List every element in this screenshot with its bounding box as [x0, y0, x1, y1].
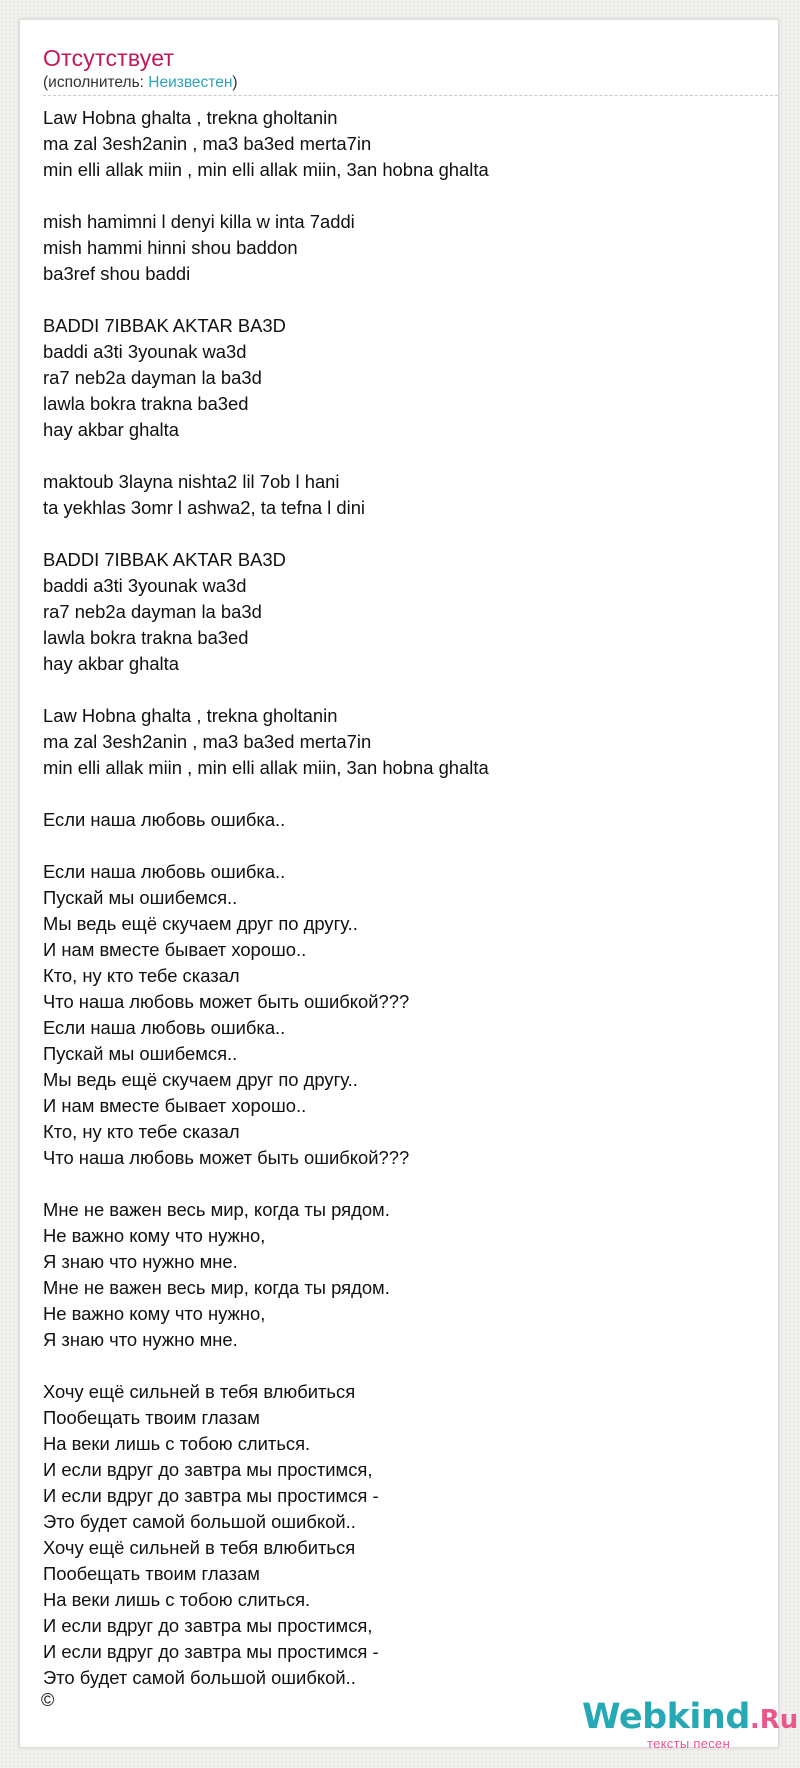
lyric-line: Мы ведь ещё скучаем друг по другу.. [43, 1069, 358, 1090]
lyric-line: Что наша любовь может быть ошибкой??? [43, 1147, 410, 1168]
lyric-line: И если вдруг до завтра мы простимся - [43, 1641, 379, 1662]
lyric-line: Если наша любовь ошибка.. [43, 861, 286, 882]
lyric-blank-line [43, 443, 489, 469]
lyric-line: На веки лишь с тобою слиться. [43, 1589, 311, 1610]
lyric-line: Law Hobna ghalta , trekna gholtanin [43, 107, 338, 128]
lyric-line: min elli allak miin , min elli allak miin, 3an hobna ghalta [43, 757, 489, 778]
lyric-line: Не важно кому что нужно, [43, 1303, 266, 1324]
lyric-blank-line [43, 1353, 489, 1379]
lyric-blank-line [43, 287, 489, 313]
lyric-line: Это будет самой большой ошибкой.. [43, 1667, 356, 1688]
lyric-line: Если наша любовь ошибка.. [43, 809, 286, 830]
lyric-line: Мне не важен весь мир, когда ты рядом. [43, 1199, 390, 1220]
lyric-line: Не важно кому что нужно, [43, 1225, 266, 1246]
lyric-line: Кто, ну кто тебе сказал [43, 965, 240, 986]
title-divider [43, 95, 778, 96]
lyric-line: ma zal 3esh2anin , ma3 ba3ed merta7in [43, 133, 372, 154]
lyric-blank-line [43, 183, 489, 209]
lyric-line: И нам вместе бывает хорошо.. [43, 939, 307, 960]
lyric-line: ra7 neb2a dayman la ba3d [43, 601, 262, 622]
lyric-line: На веки лишь с тобою слиться. [43, 1433, 311, 1454]
lyric-line: И если вдруг до завтра мы простимся, [43, 1615, 373, 1636]
lyric-line: ra7 neb2a dayman la ba3d [43, 367, 262, 388]
logo-wordmark: Webkind [582, 1697, 750, 1737]
lyric-line: Пускай мы ошибемся.. [43, 887, 238, 908]
lyric-line: И если вдруг до завтра мы простимся, [43, 1459, 373, 1480]
lyric-line: lawla bokra trakna ba3ed [43, 627, 249, 648]
lyric-line: Хочу ещё сильней в тебя влюбиться [43, 1537, 356, 1558]
copyright-sign: © [41, 1690, 55, 1710]
lyric-line: Мы ведь ещё скучаем друг по другу.. [43, 913, 358, 934]
lyric-line: Мне не важен весь мир, когда ты рядом. [43, 1277, 390, 1298]
lyric-line: ta yekhlas 3omr l ashwa2, ta tefna l dini [43, 497, 366, 518]
lyric-blank-line [43, 521, 489, 547]
lyric-blank-line [43, 677, 489, 703]
lyric-line: ba3ref shou baddi [43, 263, 191, 284]
lyric-line: Пообещать твоим глазам [43, 1563, 260, 1584]
lyric-blank-line [43, 833, 489, 859]
lyric-line: Law Hobna ghalta , trekna gholtanin [43, 705, 338, 726]
lyric-line: mish hammi hinni shou baddon [43, 237, 298, 258]
song-title: Отсутствует [43, 45, 175, 71]
lyric-line: ma zal 3esh2anin , ma3 ba3ed merta7in [43, 731, 372, 752]
lyric-line: Если наша любовь ошибка.. [43, 1017, 286, 1038]
lyric-line: BADDI 7IBBAK AKTAR BA3D [43, 549, 286, 570]
artist-suffix: ) [232, 74, 238, 91]
lyric-line: Хочу ещё сильней в тебя влюбиться [43, 1381, 356, 1402]
lyric-line: Я знаю что нужно мне. [43, 1329, 238, 1350]
lyric-line: Пускай мы ошибемся.. [43, 1043, 238, 1064]
lyrics-card [19, 19, 799, 1751]
lyric-blank-line [43, 781, 489, 807]
lyric-line: maktoub 3layna nishta2 lil 7ob l hani [43, 471, 340, 492]
lyric-line: mish hamimni l denyi killa w inta 7addi [43, 211, 355, 232]
lyric-line: lawla bokra trakna ba3ed [43, 393, 249, 414]
lyric-line: И если вдруг до завтра мы простимся - [43, 1485, 379, 1506]
logo-tld: .Ru [749, 1705, 799, 1735]
lyric-line: BADDI 7IBBAK AKTAR BA3D [43, 315, 286, 336]
lyrics-text [43, 105, 489, 1691]
lyric-line: Это будет самой большой ошибкой.. [43, 1511, 356, 1532]
lyric-line: И нам вместе бывает хорошо.. [43, 1095, 307, 1116]
artist-link[interactable]: Неизвестен [148, 74, 233, 91]
lyric-line: Я знаю что нужно мне. [43, 1251, 238, 1272]
lyric-blank-line [43, 1171, 489, 1197]
lyric-line: Пообещать твоим глазам [43, 1407, 260, 1428]
lyric-line: hay akbar ghalta [43, 653, 179, 674]
artist-line [43, 73, 238, 93]
lyric-line: baddi a3ti 3younak wa3d [43, 575, 247, 596]
lyric-line: min elli allak miin , min elli allak miin, 3an hobna ghalta [43, 159, 489, 180]
logo-tagline: тексты песен [647, 1736, 731, 1751]
lyric-line: hay akbar ghalta [43, 419, 179, 440]
lyric-line: Кто, ну кто тебе сказал [43, 1121, 240, 1142]
lyric-line: baddi a3ti 3younak wa3d [43, 341, 247, 362]
artist-prefix: (исполнитель: [43, 74, 149, 91]
lyric-line: Что наша любовь может быть ошибкой??? [43, 991, 410, 1012]
